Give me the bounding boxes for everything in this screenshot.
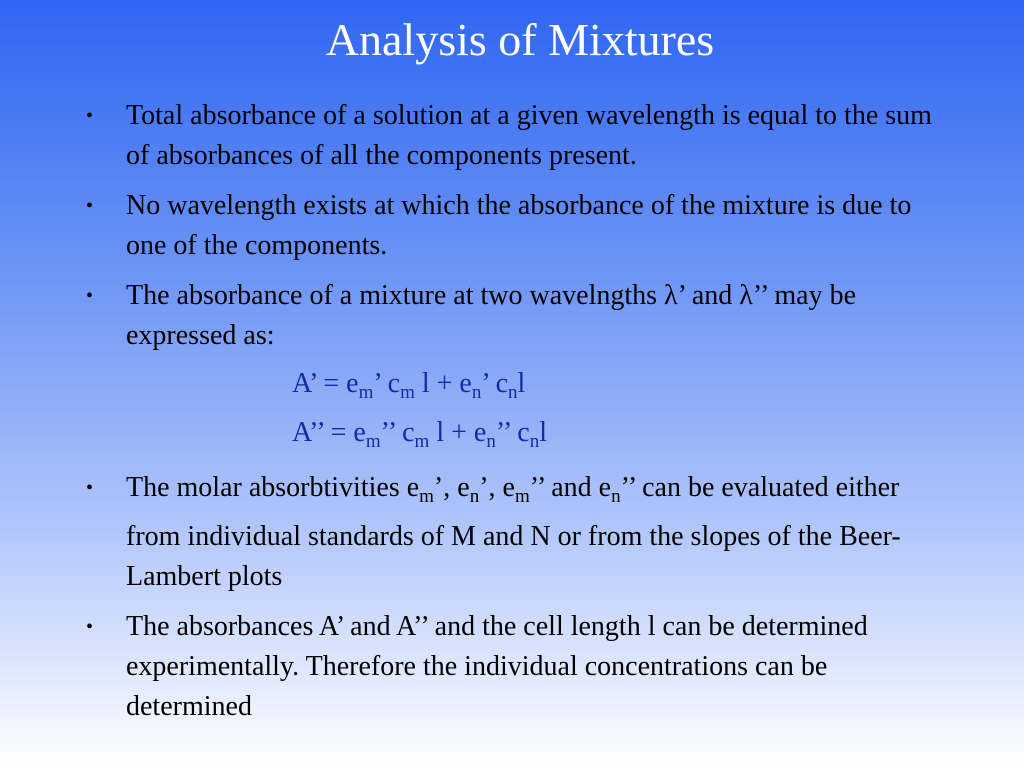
- equation-part: l: [517, 368, 526, 399]
- bullet-list: [86, 96, 946, 737]
- text-subscript: m: [514, 486, 530, 507]
- equation-subscript: m: [358, 382, 374, 403]
- bullet-item: [86, 468, 946, 597]
- equation-part: l + e: [429, 417, 487, 448]
- bullet-text: Total absorbance of a solution at a given wavelength is equal to the sum of absorbances of all the components present.: [126, 100, 932, 171]
- bullet-item: [86, 276, 946, 356]
- text-subscript: m: [419, 486, 434, 507]
- bullet-text: [126, 472, 901, 592]
- equation-a-prime: [86, 364, 946, 413]
- slide-title: Analysis of Mixtures: [325, 14, 715, 65]
- equation-a-double-prime: [86, 413, 946, 462]
- equation-part: A’ = e: [292, 368, 359, 399]
- bullet-item: [86, 607, 946, 727]
- equation-part: l + e: [414, 368, 472, 399]
- equation-part: A’’ = e: [292, 417, 366, 448]
- equation-part: ’ c: [373, 368, 401, 399]
- equation-subscript: m: [365, 431, 381, 452]
- equation-subscript: m: [414, 431, 430, 452]
- text-part: ’’ can be evaluated either from individual standards of M and N or from the slopes of the Beer-Lambert plots: [126, 472, 901, 592]
- bullet-icon: •: [86, 285, 94, 307]
- equation-part: ’’ c: [495, 417, 530, 448]
- text-subscript: n: [611, 486, 621, 507]
- text-part: ’, e: [479, 472, 515, 503]
- equation-part: l: [539, 417, 548, 448]
- equation-subscript: m: [400, 382, 415, 403]
- bullet-text: The absorbances A’ and A’’ and the cell length l can be determined experimentally. Therefore the individual concentrations can be determined: [126, 611, 868, 722]
- equation-part: ’ c: [481, 368, 509, 399]
- equation-subscript: n: [508, 382, 518, 403]
- bullet-item: [86, 186, 946, 266]
- equation-block: [86, 364, 946, 462]
- text-part: ’’ and e: [529, 472, 612, 503]
- equation-subscript: n: [486, 431, 496, 452]
- text-subscript: n: [469, 486, 480, 507]
- bullet-icon: •: [86, 195, 94, 217]
- bullet-icon: •: [86, 616, 94, 638]
- text-part: The molar absorbtivities e: [126, 472, 420, 503]
- text-part: ’, e: [433, 472, 470, 503]
- equation-part: ’’ c: [380, 417, 415, 448]
- bullet-icon: •: [86, 477, 94, 499]
- bullet-icon: •: [86, 105, 94, 127]
- bullet-item: [86, 96, 946, 176]
- equation-subscript: n: [529, 431, 540, 452]
- equation-subscript: n: [471, 382, 482, 403]
- bullet-text: The absorbance of a mixture at two wavelngths λ’ and λ’’ may be expressed as:: [126, 280, 856, 351]
- bullet-text: No wavelength exists at which the absorbance of the mixture is due to one of the components.: [126, 190, 912, 261]
